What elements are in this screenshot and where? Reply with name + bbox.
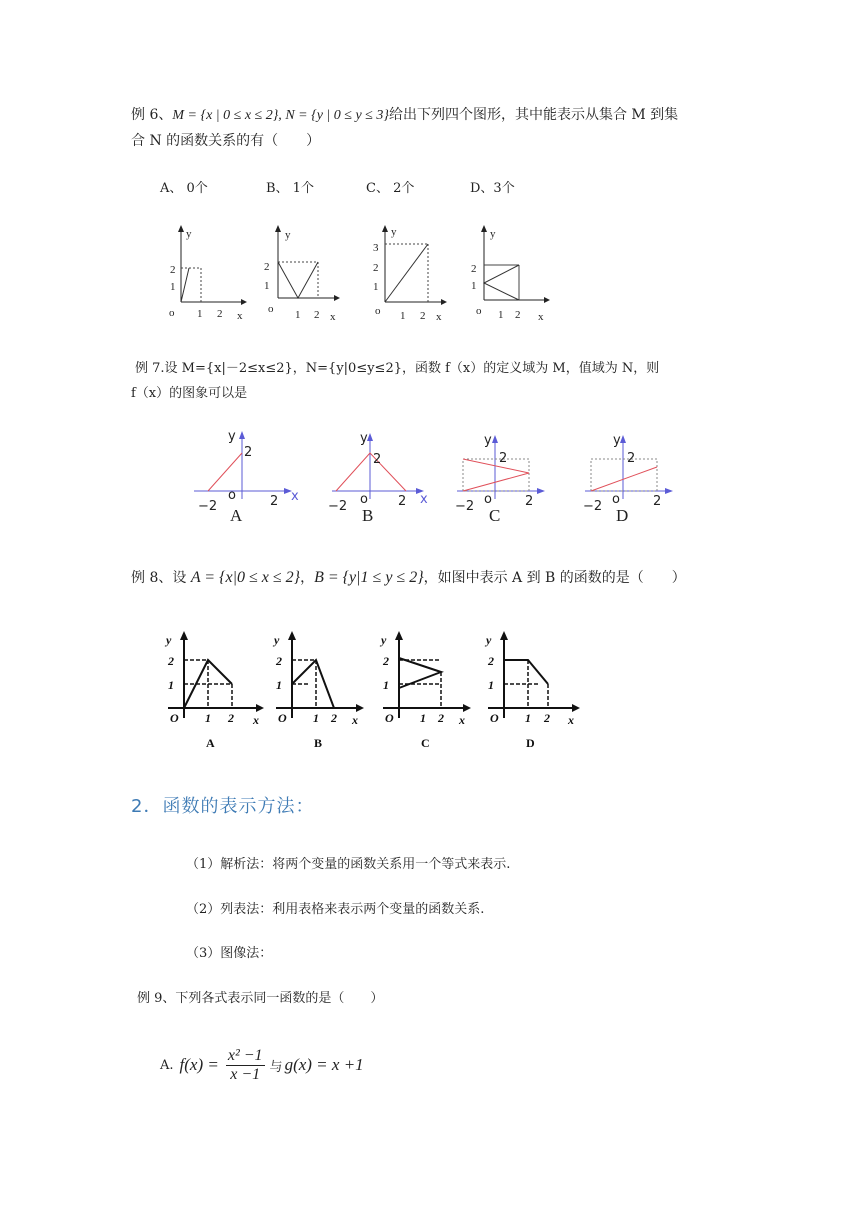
ex6-label: 例 6、	[131, 107, 173, 123]
x-label: x	[436, 311, 442, 322]
ex9-connector: 与	[269, 1059, 283, 1075]
x-axis-arrow-icon	[665, 488, 673, 494]
graph-line	[385, 244, 428, 302]
tick-2: 2	[217, 308, 223, 320]
tick-2: 2	[264, 261, 270, 273]
x-label: x	[459, 713, 465, 727]
tick-1: 1	[205, 711, 211, 725]
ex6-set-n: N = {y | 0 ≤ y ≤ 3}	[285, 108, 389, 123]
tick-neg2: −2	[583, 499, 603, 514]
y-label: y	[486, 633, 492, 647]
ex7-caption-c: C	[489, 506, 501, 525]
ex9-g-expr: g(x) = x +1	[284, 1055, 364, 1074]
ex6-line1	[131, 104, 678, 124]
ex6-text: 给出下列四个图形，其中能表示从集合 M 到集	[388, 107, 679, 123]
ex7-line2: f（x）的图象可以是	[131, 386, 248, 401]
y-axis-arrow-icon	[275, 225, 281, 232]
y-label: y	[186, 228, 192, 240]
tick-2: 2	[627, 451, 636, 466]
tick-3: 3	[373, 242, 379, 254]
tick-1: 1	[488, 678, 494, 692]
caption-a: A	[206, 736, 215, 750]
ex7-line1: 例 7.设 M={x|－2≤x≤2}，N={y|0≤y≤2}，函数 f（x）的定义域为 M，值域为 N，则	[135, 361, 660, 376]
tick-2: 2	[420, 310, 426, 322]
ex7-graph-a	[188, 425, 308, 525]
graph-line	[208, 453, 242, 491]
ex6-graph-2	[258, 222, 343, 322]
y-label: y	[381, 633, 387, 647]
tick-2: 2	[515, 309, 521, 321]
x-axis-arrow-icon	[544, 297, 550, 303]
tick-2: 2	[398, 494, 407, 509]
tick-1: 1	[498, 309, 504, 321]
ex6-line2: 合 N 的函数关系的有（ ）	[131, 133, 321, 149]
tick-2: 2	[373, 452, 382, 467]
x-axis-arrow-icon	[241, 299, 247, 305]
ex6-option-c: C、 2个	[366, 181, 415, 196]
origin-label: O	[385, 711, 394, 725]
tick-2: 2	[471, 263, 477, 275]
graph-line	[591, 467, 657, 491]
origin-label: o	[612, 492, 620, 507]
ex9-fraction	[226, 1047, 265, 1084]
tick-neg2: −2	[198, 499, 218, 514]
ex7-graph-b	[326, 425, 446, 525]
tick-1: 1	[420, 711, 426, 725]
bounding-box	[463, 459, 529, 491]
y-label: y	[228, 429, 236, 444]
tick-2: 2	[170, 264, 176, 276]
tick-neg2: −2	[455, 499, 475, 514]
y-label: y	[274, 633, 280, 647]
y-axis-arrow-icon	[180, 631, 188, 640]
origin-label: O	[278, 711, 287, 725]
tick-2: 2	[244, 445, 253, 460]
ex7-graph-c	[453, 425, 563, 525]
graph-line	[484, 265, 519, 300]
ex9-numerator: x² −1	[227, 1046, 263, 1064]
origin-label: O	[170, 711, 179, 725]
graph-line	[336, 453, 406, 491]
origin-label: o	[228, 488, 236, 503]
y-label: y	[490, 228, 496, 240]
ex9-f-lhs: f(x) =	[179, 1055, 219, 1074]
tick-1: 1	[373, 281, 379, 293]
x-label: x	[237, 310, 243, 322]
bounding-box	[591, 459, 657, 491]
y-axis-arrow-icon	[367, 433, 373, 441]
ex6-graph-3	[365, 222, 450, 322]
graph-line	[504, 660, 548, 684]
ex6-option-b: B、 1个	[266, 181, 314, 196]
origin-label: O	[490, 711, 499, 725]
ex6-graph-4	[468, 222, 553, 322]
tick-neg2: −2	[328, 499, 348, 514]
tick-2: 2	[314, 309, 320, 321]
tick-2: 2	[270, 494, 279, 509]
x-label: x	[568, 713, 574, 727]
ex8-graph-d	[480, 628, 585, 753]
x-label: x	[352, 713, 358, 727]
ex8-sep: ，	[300, 570, 315, 586]
y-axis-arrow-icon	[620, 435, 626, 443]
ex8-set-b: B = {y|1 ≤ y ≤ 2}	[314, 569, 424, 586]
ex8-label: 例 8、设	[131, 570, 191, 586]
y-axis-arrow-icon	[178, 225, 184, 232]
x-label: x	[253, 713, 259, 727]
tick-2: 2	[488, 654, 494, 668]
tick-2: 2	[373, 262, 379, 274]
origin-label: o	[484, 492, 492, 507]
ex7-graph-d	[581, 425, 691, 525]
ex8-graph-a	[160, 628, 265, 753]
x-axis-arrow-icon	[441, 299, 447, 305]
tick-2: 2	[499, 451, 508, 466]
method-1: （1）解析法：将两个变量的函数关系用一个等式来表示.	[186, 857, 511, 872]
ex6-option-a: A、 0个	[160, 181, 208, 196]
y-axis-arrow-icon	[500, 631, 508, 640]
x-axis-arrow-icon	[572, 704, 580, 712]
x-axis-arrow-icon	[334, 295, 340, 301]
y-axis-arrow-icon	[492, 435, 498, 443]
tick-2: 2	[544, 711, 550, 725]
ex9-denominator: x −1	[230, 1065, 261, 1083]
ex7-caption-d: D	[616, 506, 629, 525]
tick-2: 2	[168, 654, 174, 668]
tick-1: 1	[264, 280, 270, 292]
ex8-graph-b	[268, 628, 373, 753]
tick-2: 2	[525, 494, 534, 509]
x-label: x	[330, 311, 336, 322]
x-axis-arrow-icon	[356, 704, 364, 712]
tick-1: 1	[170, 281, 176, 293]
tick-2: 2	[331, 711, 337, 725]
tick-1: 1	[276, 678, 282, 692]
y-label: y	[166, 633, 172, 647]
ex6-set-m: M = {x | 0 ≤ x ≤ 2},	[172, 108, 286, 123]
ex7-caption-a: A	[230, 506, 243, 525]
y-label: y	[613, 433, 621, 448]
tick-1: 1	[525, 711, 531, 725]
y-axis-arrow-icon	[382, 225, 388, 232]
y-axis-arrow-icon	[395, 631, 403, 640]
x-axis-arrow-icon	[256, 704, 264, 712]
graph-line	[181, 268, 189, 302]
caption-c: C	[421, 736, 430, 750]
origin-label: o	[268, 303, 274, 315]
tick-1: 1	[197, 308, 203, 320]
y-axis-arrow-icon	[481, 225, 487, 232]
origin-label: o	[360, 492, 368, 507]
x-axis-arrow-icon	[463, 704, 471, 712]
tick-1: 1	[168, 678, 174, 692]
ex8-text: ，如图中表示 A 到 B 的函数的是（ ）	[423, 570, 686, 586]
y-label: y	[360, 431, 368, 446]
y-label: y	[484, 433, 492, 448]
y-axis-arrow-icon	[288, 631, 296, 640]
ex8-line	[131, 567, 686, 587]
ex8-graph-c	[375, 628, 480, 753]
tick-1: 1	[471, 280, 477, 292]
ex8-set-a: A = {x|0 ≤ x ≤ 2}	[190, 569, 301, 586]
tick-2: 2	[438, 711, 444, 725]
x-label: x	[538, 311, 544, 322]
method-2: （2）列表法：利用表格来表示两个变量的函数关系.	[186, 902, 485, 917]
origin-label: o	[476, 305, 482, 317]
y-axis-arrow-icon	[239, 431, 245, 439]
caption-b: B	[314, 736, 323, 750]
tick-1: 1	[383, 678, 389, 692]
caption-d: D	[526, 736, 535, 750]
graph-line	[278, 262, 318, 298]
graph-line	[463, 459, 529, 491]
ex6-graph-1	[165, 222, 250, 322]
method-3: （3）图像法：	[186, 946, 273, 961]
tick-2: 2	[383, 654, 389, 668]
tick-2: 2	[228, 711, 234, 725]
ex9-option-label: A.	[160, 1057, 174, 1073]
section-heading: 2．函数的表示方法：	[131, 796, 315, 817]
tick-2: 2	[276, 654, 282, 668]
x-axis-arrow-icon	[537, 488, 545, 494]
tick-1: 1	[295, 309, 301, 321]
ex9-option-a	[160, 1040, 364, 1090]
x-label: x	[420, 492, 428, 507]
y-label: y	[391, 226, 397, 238]
y-label: y	[285, 229, 291, 241]
ex6-option-d: D、3个	[470, 181, 515, 196]
origin-label: o	[169, 307, 175, 319]
ex9-question: 例 9、下列各式表示同一函数的是（ ）	[137, 991, 384, 1006]
tick-1: 1	[400, 310, 406, 322]
tick-2: 2	[653, 494, 662, 509]
origin-label: o	[375, 305, 381, 317]
x-label: x	[291, 489, 299, 504]
tick-1: 1	[313, 711, 319, 725]
ex7-caption-b: B	[362, 506, 374, 525]
